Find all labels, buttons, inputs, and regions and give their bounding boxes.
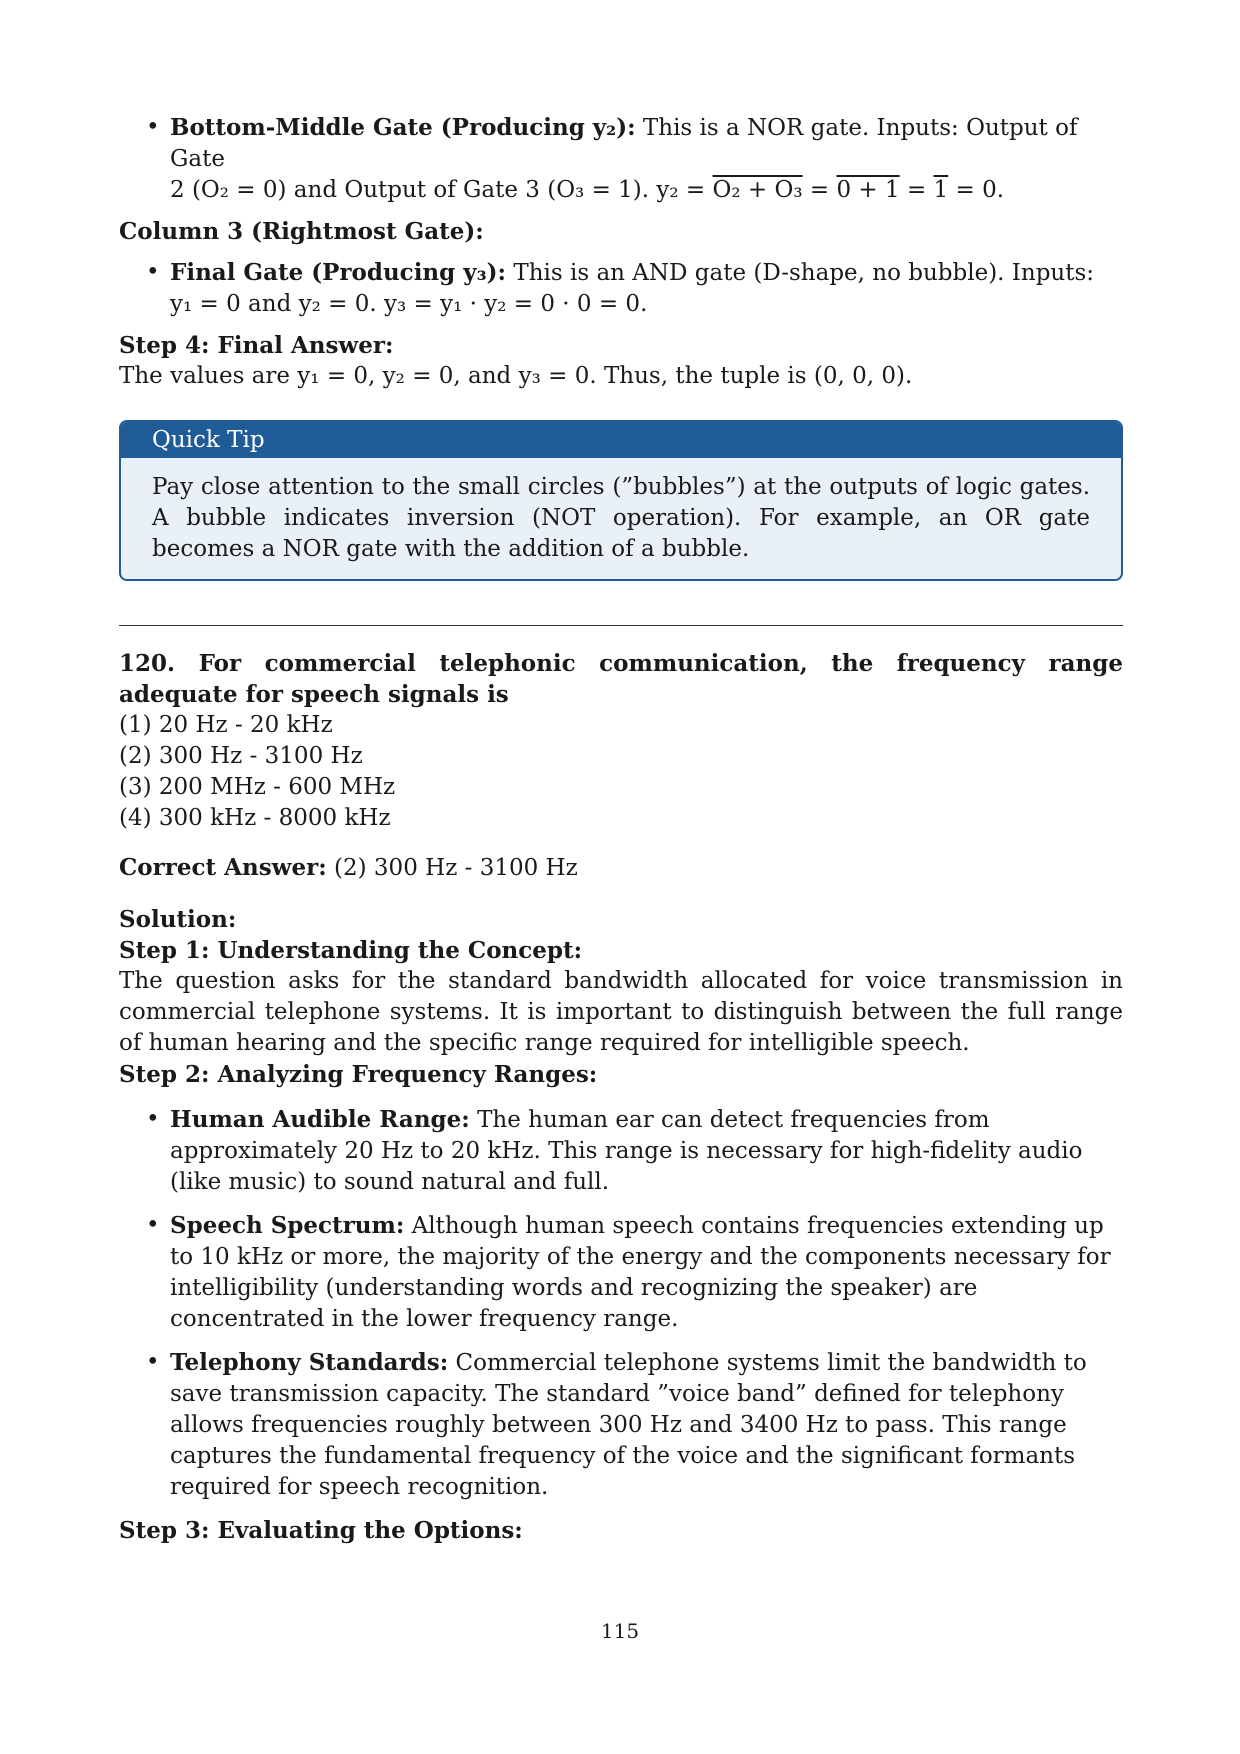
bullet-text: = — [899, 177, 934, 203]
bullet-label: Speech Spectrum: — [170, 1212, 405, 1239]
bullet-text: 2 (O₂ = 0) and Output of Gate 3 (O₃ = 1). y₂ = — [170, 177, 713, 203]
quick-tip-body: Pay close attention to the small circles (”bubbles”) at the outputs of logic gates. A bubble indicates inversion (NOT operation). For example, an OR gate becomes a NOR gate with the addition of a bubble. — [152, 474, 1090, 562]
list-item — [119, 257, 1123, 320]
option-3: (3) 200 MHz - 600 MHz — [119, 774, 396, 800]
gate-bullet-list-1 — [119, 112, 1123, 206]
option-4: (4) 300 kHz - 8000 kHz — [119, 805, 391, 831]
bullet-text: Although human speech contains frequencies extending up to 10 kHz or more, the majority of the energy and the components necessary for intelligibility (understanding words and recognizing the speaker) are concentrated in the lower frequency range. — [170, 1213, 1111, 1332]
bullet-label: Telephony Standards: — [170, 1349, 449, 1376]
bullet-text: = — [802, 177, 837, 203]
quick-tip-title: Quick Tip — [121, 422, 1121, 458]
step1-heading: Step 1: Understanding the Concept: — [119, 937, 583, 964]
overline-expression: O₂ + O₃ — [712, 177, 803, 203]
step3-heading: Step 3: Evaluating the Options: — [119, 1517, 523, 1544]
correct-answer-value: (2) 300 Hz - 3100 Hz — [334, 855, 578, 881]
bullet-label: Human Audible Range: — [170, 1106, 470, 1133]
page-content — [119, 112, 1123, 1546]
bullet-text: y₁ = 0 and y₂ = 0. y₃ = y₁ · y₂ = 0 · 0 = 0. — [170, 291, 648, 317]
bullet-text: = 0. — [948, 177, 1005, 203]
bullet-label: Final Gate (Producing y₃): — [170, 259, 507, 286]
frequency-bullet-list — [119, 1104, 1123, 1503]
list-item — [119, 1347, 1123, 1503]
quick-tip-box — [119, 420, 1123, 581]
solution-heading: Solution: — [119, 906, 237, 933]
step4-text: The values are y₁ = 0, y₂ = 0, and y₃ = 0. Thus, the tuple is (0, 0, 0). — [119, 363, 913, 389]
bullet-text: This is an AND gate (D-shape, no bubble). Inputs: — [513, 260, 1095, 286]
page-number: 115 — [600, 1619, 640, 1643]
section-divider — [119, 625, 1123, 626]
correct-answer — [119, 852, 1123, 884]
step4-heading: Step 4: Final Answer: — [119, 332, 394, 359]
column3-heading: Column 3 (Rightmost Gate): — [119, 218, 484, 245]
option-1: (1) 20 Hz - 20 kHz — [119, 712, 333, 738]
overline-expression: 1 — [933, 177, 949, 203]
correct-answer-label: Correct Answer: — [119, 854, 327, 881]
question-text: 120. For commercial telephonic communication, the frequency range adequate for speech signals is — [119, 650, 1123, 708]
bullet-text: Commercial telephone systems limit the bandwidth to save transmission capacity. The standard ”voice band” defined for telephony allows frequencies roughly between 300 Hz and 3400 Hz to pass. This range captures the fundamental frequency of the voice and the significant formants required for speech recognition. — [170, 1350, 1087, 1500]
step1-text: The question asks for the standard bandwidth allocated for voice transmission in commercial telephone systems. It is important to distinguish between the full range of human hearing and the specific range required for intelligible speech. — [119, 968, 1123, 1056]
list-item — [119, 112, 1123, 206]
step2-heading: Step 2: Analyzing Frequency Ranges: — [119, 1061, 598, 1088]
bullet-label: Bottom-Middle Gate (Producing y₂): — [170, 114, 636, 141]
option-2: (2) 300 Hz - 3100 Hz — [119, 743, 363, 769]
bullet-text: This is a NOR gate. Inputs: Output of Gate — [170, 115, 1078, 172]
list-item — [119, 1210, 1123, 1335]
bullet-text: The human ear can detect frequencies from approximately 20 Hz to 20 kHz. This range is necessary for high-fidelity audio (like music) to sound natural and full. — [170, 1107, 1083, 1195]
gate-bullet-list-2 — [119, 257, 1123, 320]
list-item — [119, 1104, 1123, 1198]
overline-expression: 0 + 1 — [836, 177, 900, 203]
